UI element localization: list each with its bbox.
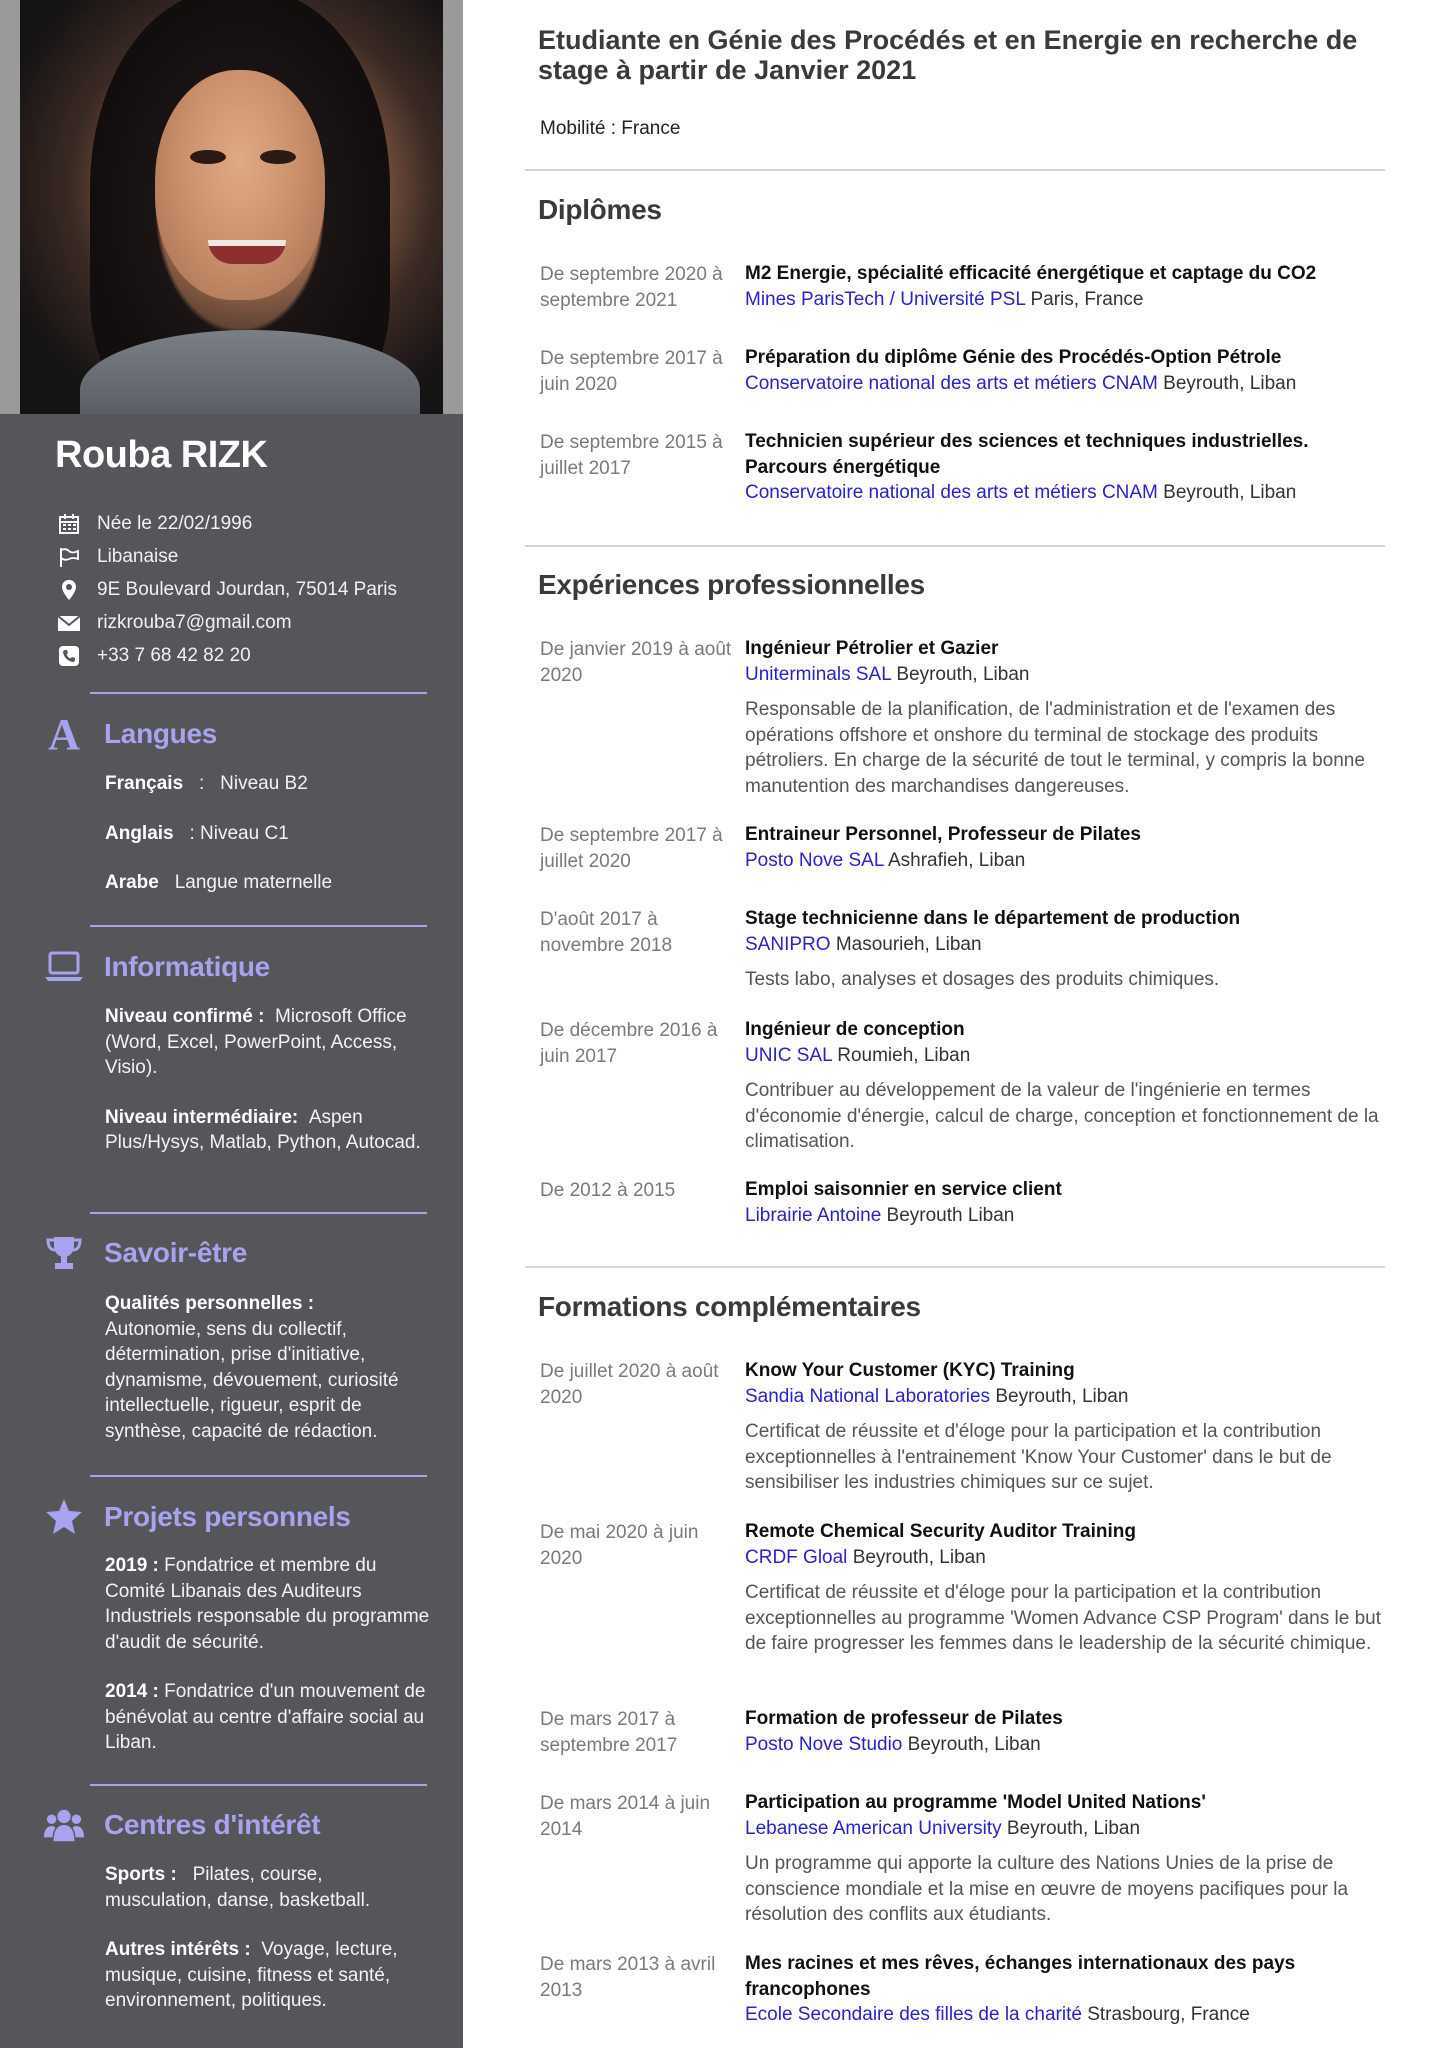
section-title: Savoir-être [104,1237,247,1268]
skill-item: Niveau intermédiaire: Aspen Plus/Hysys, Matlab, Python, Autocad. [105,1106,421,1153]
profile-photo-frame [0,0,463,414]
entry-location: Beyrouth, Liban [1006,1817,1141,1839]
entry-organization: Uniterminals SAL [745,663,892,685]
centres-list [105,1862,430,2038]
section-rule [525,169,1385,171]
entry-date: De mai 2020 à juin 2020 [540,1522,699,1569]
projets-list [105,1553,430,1780]
langues-list [105,771,430,920]
diplome-entry [540,261,1385,314]
entry-date: D'août 2017 à novembre 2018 [540,909,673,956]
contact-text: Née le 22/02/1996 [97,512,253,534]
entry-date: De septembre 2020 à septembre 2021 [540,264,723,311]
entry-organization: Posto Nove SAL [745,849,884,871]
entry-date: De mars 2013 à avril 2013 [540,1954,716,2001]
formation-entry [540,1790,1385,1928]
section-title: Projets personnels [104,1501,351,1532]
entry-organization: Ecole Secondaire des filles de la charité [745,2004,1082,2025]
star-icon [44,1497,84,1537]
experience-entry [540,1177,1385,1228]
entry-organization: Conservatoire national des arts et métiers CNAM [745,482,1158,503]
entry-date: De janvier 2019 à août 2020 [540,639,732,686]
entry-organization: Lebanese American University [745,1817,1002,1839]
section-header-savoir-etre [44,1233,247,1273]
entry-organization: Librairie Antoine [745,1204,882,1226]
entry-location: Beyrouth, Liban [1163,482,1297,503]
section-header-informatique [44,947,270,987]
cv-headline: Etudiante en Génie des Procédés et en Energie en recherche de stage à partir de Janvier 2021 [538,25,1358,85]
savoir-etre-text [105,1291,430,1468]
laptop-icon [44,947,84,987]
phone-icon [57,644,81,668]
contact-text: 9E Boulevard Jourdan, 75014 Paris [97,578,397,600]
group-icon [44,1805,84,1845]
entry-date: De septembre 2017 à juillet 2020 [540,825,723,872]
contact-email[interactable] [57,606,397,639]
entry-title: Participation au programme 'Model United Nations' [745,1792,1206,1813]
entry-title: Formation de professeur de Pilates [745,1708,1063,1729]
entry-description: Certificat de réussite et d'éloge pour la participation et la contribution exceptionnelles au programme 'Women Advance CSP Program' dans le but de faire progresser les femmes dans le leadership de la sécurité chimique. [745,1582,1382,1654]
trophy-icon [44,1233,84,1273]
entry-date: De septembre 2017 à juin 2020 [540,348,723,395]
informatique-list [105,1004,430,1180]
entry-organization: Conservatoire national des arts et métiers CNAM [745,372,1158,394]
envelope-icon [57,611,81,635]
formation-entry [540,1706,1385,1759]
contact-address [57,573,397,606]
experience-entry [540,906,1385,993]
langue-item: Français : Niveau B2 [105,773,308,794]
entry-description: Certificat de réussite et d'éloge pour la participation et la contribution exceptionnelles à l'entrainement 'Know Your Customer' dans le but de sensibiliser les industries chimiques sur ce sujet. [745,1421,1332,1493]
entry-title: Mes racines et mes rêves, échanges internationaux des pays francophones [745,1953,1296,2000]
experience-entry [540,636,1385,799]
formation-entry [540,1358,1385,1496]
calendar-icon [57,512,81,536]
entry-location: Beyrouth, Liban [995,1385,1129,1407]
section-divider [90,1212,427,1214]
sidebar [0,0,463,2048]
entry-location: Masourieh, Liban [835,933,982,955]
entry-location: Beyrouth Liban [886,1204,1015,1226]
section-divider [90,692,427,694]
section-header-centres [44,1805,320,1845]
entry-date: De mars 2017 à septembre 2017 [540,1709,678,1756]
diplome-entry [540,429,1385,506]
entry-title: Emploi saisonnier en service client [745,1179,1062,1200]
contact-phone[interactable] [57,639,397,672]
entry-organization: Sandia National Laboratories [745,1385,991,1407]
entry-description: Contribuer au développement de la valeur de l'ingénierie en termes d'économie d'énergie, calcul de charge, conception et fonctionnement de la climatisation. [745,1080,1379,1152]
section-title-experiences: Expériences professionnelles [538,569,925,600]
experience-entry [540,822,1385,875]
entry-location: Beyrouth, Liban [907,1733,1041,1755]
entry-date: De mars 2014 à juin 2014 [540,1793,711,1840]
letter-a-icon [44,714,84,754]
entry-location: Beyrouth, Liban [896,663,1030,685]
entry-organization: SANIPRO [745,933,831,955]
section-rule [525,1266,1385,1268]
entry-location: Beyrouth, Liban [1163,372,1297,394]
entry-organization: Mines ParisTech / Université PSL [745,288,1026,310]
contact-birthdate [57,507,397,540]
qualites-item: Qualités personnelles : Autonomie, sens du collectif, détermination, prise d'initiative, dynamisme, dévouement, curiosité intellectuelle, rigueur, esprit de synthèse, capacité de rédaction. [105,1293,399,1442]
projet-item: 2014 : Fondatrice d'un mouvement de bénévolat au centre d'affaire social au Liban. [105,1681,426,1753]
contact-text[interactable]: rizkrouba7@gmail.com [97,611,292,633]
projet-item: 2019 : Fondatrice et membre du Comité Libanais des Auditeurs Industriels responsable du programme d'audit de sécurité. [105,1555,430,1653]
diplome-entry [540,345,1385,398]
contact-nationality [57,540,397,573]
section-title: Centres d'intérêt [104,1809,321,1840]
entry-organization: CRDF Gloal [745,1546,848,1568]
experience-entry [540,1017,1385,1155]
entry-location: Strasbourg, France [1087,2004,1250,2025]
mobility: Mobilité : France [540,118,681,139]
skill-item: Niveau confirmé : Microsoft Office (Word, Excel, PowerPoint, Access, Visio). [105,1006,407,1078]
location-pin-icon [57,578,81,602]
section-divider [90,1475,427,1477]
entry-date: De juillet 2020 à août 2020 [540,1361,719,1408]
entry-title: M2 Energie, spécialité efficacité énergétique et captage du CO2 [745,263,1317,284]
entry-title: Stage technicienne dans le département de production [745,908,1241,929]
entry-description: Tests labo, analyses et dosages des produits chimiques. [745,969,1220,990]
entry-title: Ingénieur de conception [745,1019,965,1040]
formation-entry [540,1951,1385,2028]
section-title: Informatique [104,951,270,982]
contact-text[interactable]: +33 7 68 42 82 20 [97,644,251,666]
langue-item: Arabe Langue maternelle [105,872,333,893]
interet-item: Autres intérêts : Voyage, lecture, musique, cuisine, fitness et santé, environnement, politiques. [105,1939,398,2011]
entry-title: Technicien supérieur des sciences et techniques industrielles. Parcours énergétique [745,431,1309,478]
entry-location: Beyrouth, Liban [852,1546,986,1568]
entry-location: Paris, France [1030,288,1144,310]
section-divider [90,1784,427,1786]
entry-title: Know Your Customer (KYC) Training [745,1360,1075,1381]
entry-title: Préparation du diplôme Génie des Procédés-Option Pétrole [745,347,1282,368]
entry-title: Remote Chemical Security Auditor Training [745,1521,1136,1542]
section-title-diplomes: Diplômes [538,194,662,225]
candidate-name: Rouba RIZK [55,434,268,476]
section-title: Langues [104,718,218,749]
section-rule [525,545,1385,547]
contact-list [57,507,397,672]
svg-text:A: A [48,715,80,753]
entry-organization: UNIC SAL [745,1044,832,1066]
entry-organization: Posto Nove Studio [745,1733,903,1755]
section-divider [90,925,427,927]
langue-item: Anglais : Niveau C1 [105,822,289,844]
entry-description: Responsable de la planification, de l'administration et de l'examen des opérations offshore et onshore du terminal de stockage des produits pétroliers. En charge de la sécurité de tout le terminal, y compris la bonne manutention des marchandises dangereuses. [745,699,1365,797]
entry-description: Un programme qui apporte la culture des Nations Unies de la prise de conscience mondiale et la mise en œuvre de moyens pacifiques pour la résolution des conflits aux étudiants. [745,1853,1349,1925]
flag-icon [57,545,81,569]
contact-text: Libanaise [97,545,179,567]
entry-location: Roumieh, Liban [837,1044,971,1066]
entry-date: De décembre 2016 à juin 2017 [540,1020,718,1067]
section-title-formations: Formations complémentaires [538,1291,921,1322]
entry-title: Entraineur Personnel, Professeur de Pilates [745,824,1141,845]
formation-entry [540,1519,1385,1657]
entry-date: De 2012 à 2015 [540,1180,676,1201]
profile-photo [20,0,443,414]
entry-date: De septembre 2015 à juillet 2017 [540,432,723,479]
section-header-langues [44,714,217,754]
entry-title: Ingénieur Pétrolier et Gazier [745,638,999,659]
entry-location: Ashrafieh, Liban [887,849,1026,871]
interet-item: Sports : Pilates, course, musculation, danse, basketball. [105,1864,371,1911]
section-header-projets [44,1497,351,1537]
